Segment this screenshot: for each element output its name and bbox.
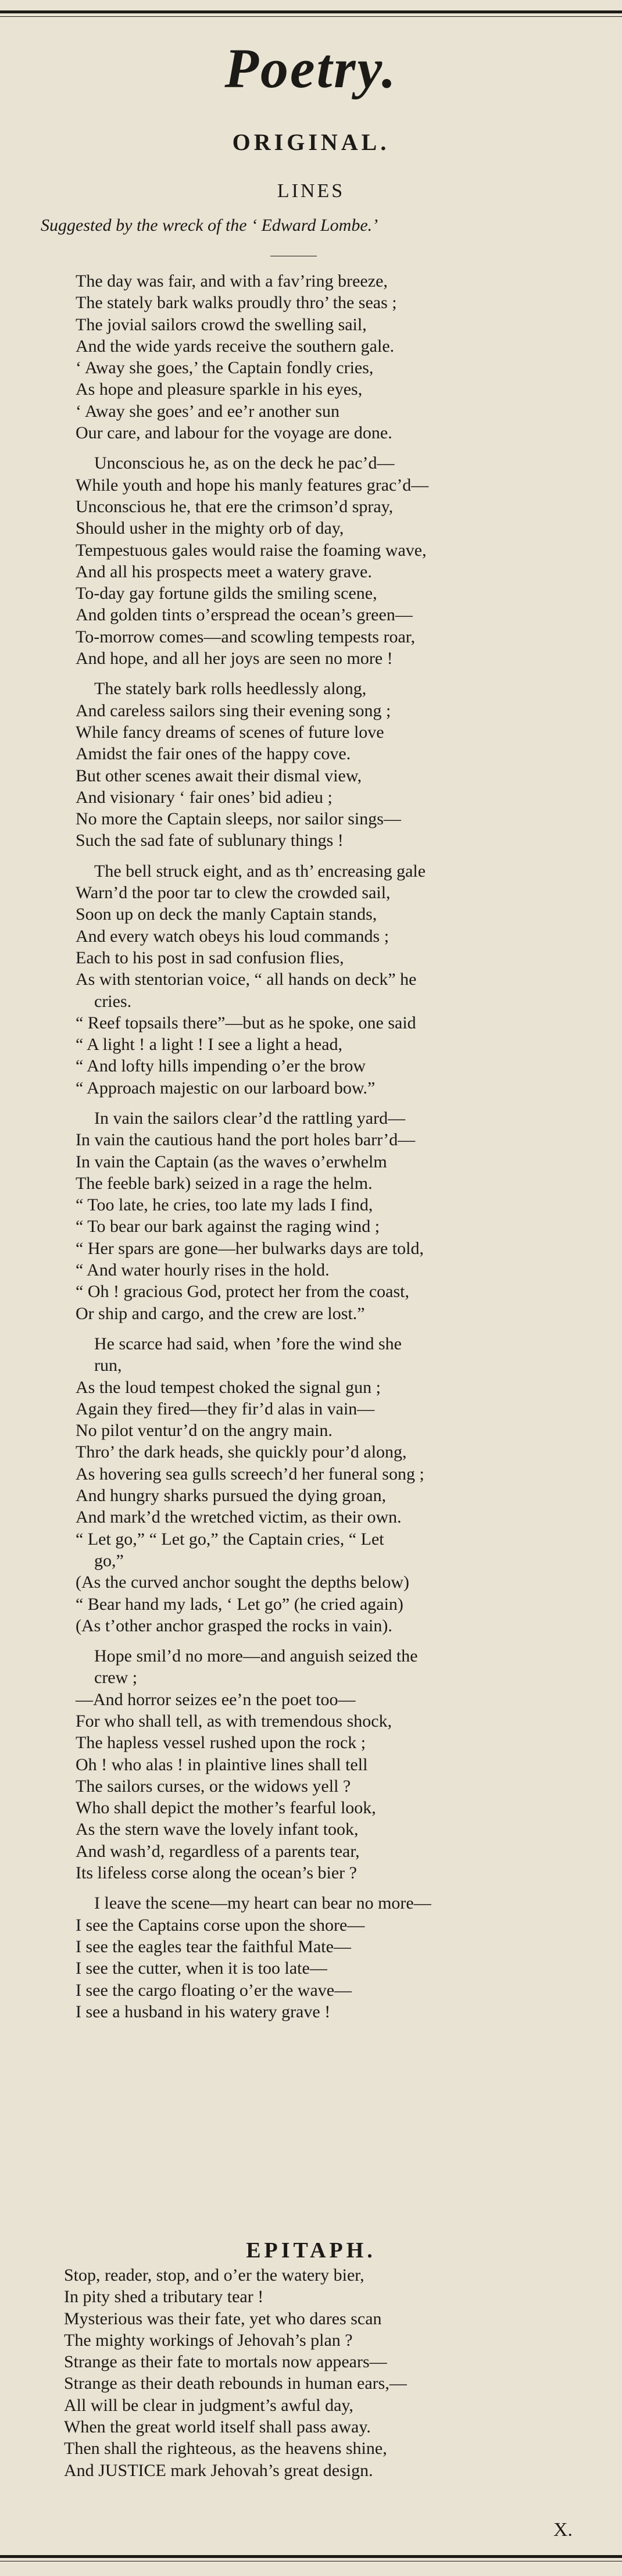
poem-line: As with stentorian voice, “ all hands on deck” he	[76, 970, 417, 989]
poem-line: The stately bark walks proudly thro’ the seas ;	[76, 293, 397, 313]
epitaph-heading: EPITAPH.	[246, 2238, 376, 2263]
poem-line: But other scenes await their dismal view,	[76, 766, 362, 785]
poem-line: I see a husband in his watery grave !	[76, 2002, 331, 2021]
poem-line: Thro’ the dark heads, she quickly pour’d along,	[76, 1442, 407, 1462]
poetry-masthead: Poetry.	[224, 37, 398, 99]
poem-line: I leave the scene—my heart can bear no more—	[94, 1893, 431, 1913]
poem-line: Again they fired—they fir’d alas in vain—	[76, 1399, 375, 1419]
poem-line: run,	[94, 1356, 122, 1375]
poem-line: Or ship and cargo, and the crew are lost.”	[76, 1303, 365, 1323]
poem-line: —And horror seizes ee’n the poet too—	[76, 1689, 356, 1709]
poem-line: And every watch obeys his loud commands ;	[76, 926, 389, 946]
poem-line: “ Reef topsails there”—but as he spoke, one said	[76, 1013, 416, 1032]
poem-line: “ Oh ! gracious God, protect her from the coast,	[76, 1282, 409, 1302]
poem-line: Tempestuous gales would raise the foaming wave,	[76, 540, 427, 560]
poem-line: “ Approach majestic on our larboard bow.”	[76, 1078, 376, 1098]
poem-body	[76, 270, 599, 2023]
epitaph-line: And JUSTICE mark Jehovah’s great design.	[64, 2460, 373, 2480]
stanza-gap	[76, 1637, 599, 1645]
epitaph-line: Strange as their death rebounds in human ears,—	[64, 2374, 407, 2393]
poem-line: “ And lofty hills impending o’er the brow	[76, 1056, 366, 1076]
poem-line: “ And water hourly rises in the hold.	[76, 1260, 330, 1280]
poem-line: And all his prospects meet a watery grave.	[76, 562, 372, 581]
poem-line: While fancy dreams of scenes of future love	[76, 722, 384, 742]
stanza-gap	[76, 669, 599, 678]
poem-line: I see the cutter, when it is too late—	[76, 1959, 327, 1978]
stanza-gap	[76, 852, 599, 860]
poem-line: (As t’other anchor grasped the rocks in vain).	[76, 1616, 392, 1635]
poem-line: The stately bark rolls heedlessly along,	[94, 679, 367, 699]
stanza-gap	[76, 1324, 599, 1333]
poem-line: And the wide yards receive the southern gale.	[76, 336, 395, 356]
poem-line: As hovering sea gulls screech’d her funeral song ;	[76, 1464, 424, 1484]
poem-subtitle: Suggested by the wreck of the ‘ Edward Lombe.’	[41, 216, 378, 235]
poem-line: Unconscious he, as on the deck he pac’d—	[94, 453, 395, 473]
poem-line: No pilot ventur’d on the angry main.	[76, 1421, 333, 1441]
poem-line: I see the eagles tear the faithful Mate—	[76, 1937, 351, 1956]
stanza-gap	[76, 1099, 599, 1107]
poem-line: And visionary ‘ fair ones’ bid adieu ;	[76, 787, 333, 807]
poem-line: Such the sad fate of sublunary things !	[76, 831, 344, 851]
poem-line: While youth and hope his manly features grac’d—	[76, 475, 429, 495]
poem-line: ‘ Away she goes,’ the Captain fondly cries,	[76, 358, 374, 378]
poem-line: In vain the Captain (as the waves o’erwhelm	[76, 1152, 387, 1171]
poem-line: Hope smil’d no more—and anguish seized the	[94, 1646, 418, 1666]
poem-line: “ To bear our bark against the raging wind ;	[76, 1217, 380, 1237]
epitaph-line: The mighty workings of Jehovah’s plan ?	[64, 2330, 353, 2350]
poem-line: I see the Captains corse upon the shore—	[76, 1915, 365, 1935]
poem-line: As the loud tempest choked the signal gun ;	[76, 1377, 381, 1397]
epitaph-line: Then shall the righteous, as the heavens shine,	[64, 2439, 387, 2459]
stanza-gap	[76, 444, 599, 452]
poem-line: Should usher in the mighty orb of day,	[76, 519, 344, 538]
poem-line: As hope and pleasure sparkle in his eyes,	[76, 380, 363, 399]
epitaph-line: Strange as their fate to mortals now appears—	[64, 2352, 387, 2372]
poem-line: Our care, and labour for the voyage are done.	[76, 423, 392, 443]
poem-line: He scarce had said, when ’fore the wind she	[94, 1334, 402, 1353]
poem-line: “ Let go,” “ Let go,” the Captain cries, “ Let	[76, 1529, 384, 1549]
poem-line: (As the curved anchor sought the depths below)	[76, 1573, 410, 1592]
poem-line: The day was fair, and with a fav’ring breeze,	[76, 271, 388, 291]
poem-line: To-morrow comes—and scowling tempests roar,	[76, 627, 416, 646]
poem-line: ‘ Away she goes’ and ee’r another sun	[76, 401, 340, 421]
poem-line: crew ;	[94, 1668, 138, 1688]
poem-line: Its lifeless corse along the ocean’s bier ?	[76, 1863, 357, 1883]
poem-line: Unconscious he, that ere the crimson’d spray,	[76, 496, 394, 516]
poem-line: The bell struck eight, and as th’ encreasing gale	[94, 861, 426, 881]
poem-line: go,”	[94, 1550, 124, 1570]
poem-line: “ Bear hand my lads, ‘ Let go” (he cried again)	[76, 1594, 403, 1614]
epitaph-line: When the great world itself shall pass away.	[64, 2417, 371, 2437]
epitaph-line: In pity shed a tributary tear !	[64, 2287, 264, 2307]
poem-title: LINES	[277, 180, 345, 202]
epitaph-line: Mysterious was their fate, yet who dares scan	[64, 2309, 382, 2328]
poem-line: “ A light ! a light ! I see a light a head,	[76, 1035, 343, 1055]
poem-line: The hapless vessel rushed upon the rock ;	[76, 1733, 366, 1753]
poem-line: In vain the sailors clear’d the rattling yard—	[94, 1108, 406, 1128]
poem-line: Soon up on deck the manly Captain stands,	[76, 905, 377, 924]
poem-line: To-day gay fortune gilds the smiling scene,	[76, 584, 377, 603]
poem-line: The feeble bark) seized in a rage the helm.	[76, 1173, 373, 1193]
poem-line: I see the cargo floating o’er the wave—	[76, 1980, 352, 2000]
poem-line: And hope, and all her joys are seen no more !	[76, 649, 393, 669]
top-thin-rule	[0, 16, 622, 17]
poem-line: “ Too late, he cries, too late my lads I find,	[76, 1195, 373, 1215]
poem-line: Amidst the fair ones of the happy cove.	[76, 744, 351, 764]
poem-line: No more the Captain sleeps, nor sailor sings—	[76, 809, 401, 829]
poem-line: As the stern wave the lovely infant took,	[76, 1820, 359, 1839]
poem-line: In vain the cautious hand the port holes barr’d—	[76, 1130, 416, 1150]
poem-line: And mark’d the wretched victim, as their own.	[76, 1507, 402, 1527]
section-label-original: ORIGINAL.	[232, 129, 390, 155]
poem-line: And careless sailors sing their evening song ;	[76, 701, 391, 720]
poem-line: The jovial sailors crowd the swelling sail,	[76, 315, 367, 334]
poem-line: Oh ! who alas ! in plaintive lines shall tell	[76, 1755, 368, 1774]
epitaph-line: Stop, reader, stop, and o’er the watery bier,	[64, 2266, 364, 2285]
poem-line: For who shall tell, as with tremendous shock,	[76, 1712, 392, 1731]
epitaph-body	[64, 2264, 599, 2481]
poem-line: Who shall depict the mother’s fearful look,	[76, 1798, 376, 1818]
poem-line: Each to his post in sad confusion flies,	[76, 948, 344, 967]
author-signature: X.	[553, 2519, 573, 2541]
poem-line: And golden tints o’erspread the ocean’s green—	[76, 605, 413, 625]
poem-line: And wash’d, regardless of a parents tear,	[76, 1841, 360, 1861]
stanza-gap	[76, 1884, 599, 1892]
poem-line: cries.	[94, 991, 132, 1011]
bottom-double-rule	[0, 2555, 622, 2558]
poem-line: The sailors curses, or the widows yell ?	[76, 1776, 351, 1796]
epitaph-line: All will be clear in judgment’s awful day,	[64, 2395, 353, 2415]
top-double-rule	[0, 10, 622, 13]
poem-line: “ Her spars are gone—her bulwarks days are told,	[76, 1238, 424, 1258]
poem-line: And hungry sharks pursued the dying groan,	[76, 1486, 387, 1506]
poem-line: Warn’d the poor tar to clew the crowded sail,	[76, 883, 391, 903]
